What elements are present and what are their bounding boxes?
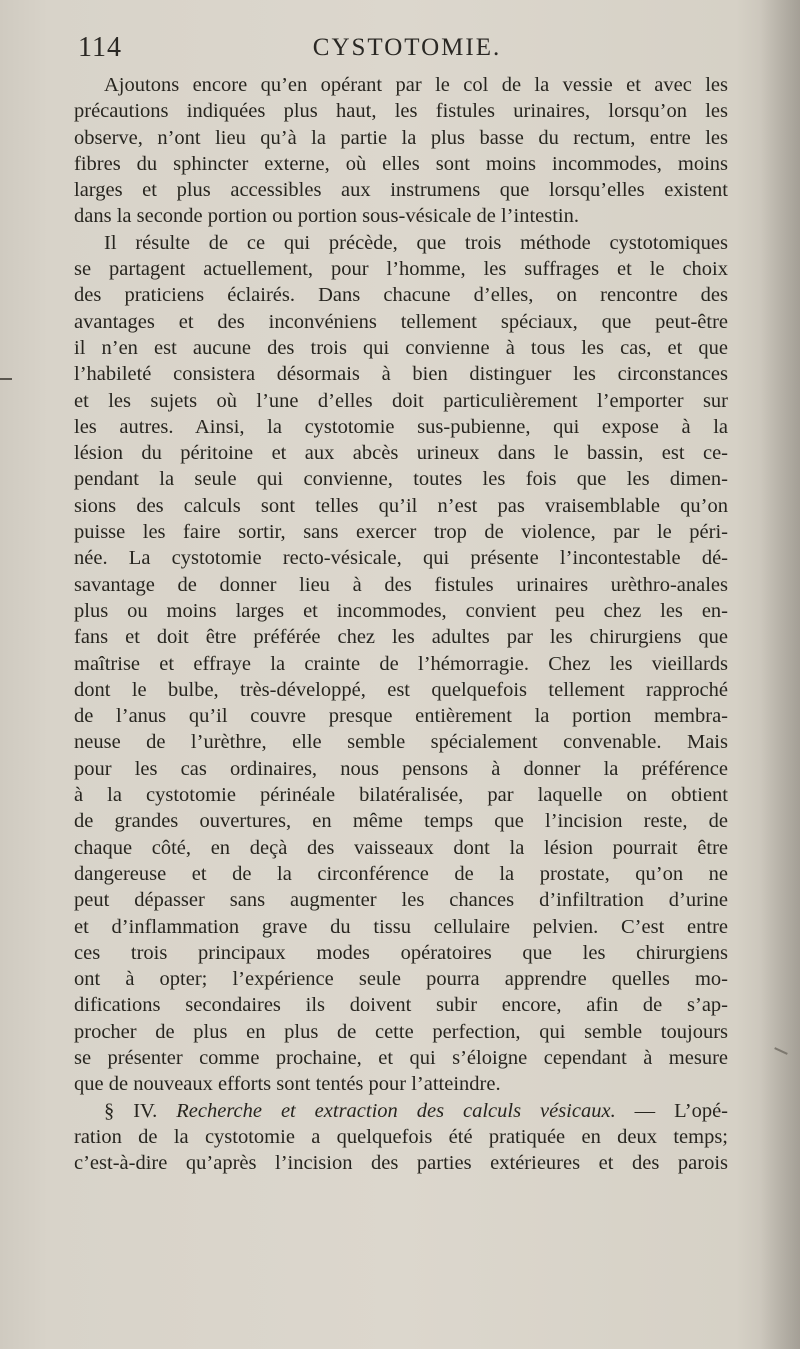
- text-line: ces trois principaux modes opératoires que les chirurgiens: [74, 941, 728, 964]
- text-line: neuse de l’urèthre, elle semble spécialement convenable. Mais: [74, 731, 728, 754]
- text-line: lésion du péritoine et aux abcès urineux dans le bassin, est ce-: [74, 442, 728, 465]
- text-line: précautions indiquées plus haut, les fistules urinaires, lorsqu’on les: [74, 100, 728, 123]
- text-line: Ajoutons encore qu’en opérant par le col de la vessie et avec les: [104, 74, 728, 96]
- text-line: plus ou moins larges et incommodes, convient peu chez les en-: [74, 599, 728, 622]
- text-line: se présenter comme prochaine, et qui s’éloigne cependant à mesure: [74, 1046, 728, 1069]
- text-line: larges et plus accessibles aux instrumens que lorsqu’elles existent: [74, 179, 728, 202]
- text-line: dans la seconde portion ou portion sous-vésicale de l’intestin.: [74, 205, 579, 228]
- text-line: il n’en est aucune des trois qui convienne à tous les cas, et que: [74, 336, 728, 359]
- text-line: savantage de donner lieu à des fistules urinaires urèthro-anales: [74, 573, 728, 596]
- text-line: puisse les faire sortir, sans exercer trop de violence, par le péri-: [74, 521, 728, 544]
- page-number: 114: [78, 32, 122, 63]
- text-line: ration de la cystotomie a quelquefois été pratiquée en deux temps;: [74, 1125, 728, 1148]
- text-line: avantages et des inconvéniens tellement spéciaux, que peut-être: [74, 310, 728, 333]
- text-line: l’habileté consistera désormais à bien distinguer les circonstances: [74, 363, 728, 386]
- text-line: née. La cystotomie recto-vésicale, qui présente l’incontestable dé-: [74, 547, 728, 570]
- text-line: fans et doit être préférée chez les adultes par les chirurgiens que: [74, 626, 728, 649]
- text-line: et d’inflammation grave du tissu cellulaire pelvien. C’est entre: [74, 915, 728, 938]
- bleed-through-text: [410, 1250, 740, 1274]
- section-number: § IV.: [104, 1099, 158, 1122]
- spine-shadow: [760, 0, 800, 1349]
- page-header: [74, 30, 740, 70]
- text-line: les autres. Ainsi, la cystotomie sus-pubienne, qui expose à la: [74, 415, 728, 438]
- text-line: et les sujets où l’une d’elles doit particulièrement l’emporter sur: [74, 389, 728, 412]
- text-line: des praticiens éclairés. Dans chacune d’elles, on rencontre des: [74, 284, 728, 307]
- text-line: pour les cas ordinaires, nous pensons à donner la préférence: [74, 757, 728, 780]
- text-line: fibres du sphincter externe, où elles sont moins incommodes, moins: [74, 152, 728, 175]
- text-line: maîtrise et effraye la crainte de l’hémorragie. Chez les vieillards: [74, 652, 728, 675]
- text-line: observe, n’ont lieu qu’à la partie la plus basse du rectum, entre les: [74, 126, 728, 149]
- text-line: peut dépasser sans augmenter les chances d’infiltration d’urine: [74, 889, 728, 912]
- text-line: c’est-à-dire qu’après l’incision des parties extérieures et des parois: [74, 1152, 728, 1175]
- text-line: dont le bulbe, très-développé, est quelquefois tellement rapproché: [74, 678, 728, 701]
- section-heading-line: [74, 1098, 728, 1124]
- text-line: se partagent actuellement, pour l’homme, les suffrages et le choix: [74, 258, 728, 281]
- text-line: que de nouveaux efforts sont tentés pour l’atteindre.: [74, 1073, 501, 1096]
- text-line: dangereuse et de la circonférence de la prostate, qu’on ne: [74, 862, 728, 885]
- text-line: difications secondaires ils doivent subir encore, afin de s’ap-: [74, 994, 728, 1017]
- section-text-start: — L’opé-: [634, 1099, 728, 1122]
- text-line: à la cystotomie périnéale bilatéralisée, par laquelle on obtient: [74, 784, 728, 807]
- text-line: pendant la seule qui convienne, toutes les fois que les dimen-: [74, 468, 728, 491]
- text-line: de l’anus qu’il couvre presque entièrement la portion membra-: [74, 705, 728, 728]
- text-line: chaque côté, en deçà des vaisseaux dont la lésion pourrait être: [74, 836, 728, 859]
- section-title: Recherche et extraction des calculs vésicaux.: [176, 1099, 616, 1122]
- text-line: de grandes ouvertures, en même temps que l’incision reste, de: [74, 810, 728, 833]
- text-line: Il résulte de ce qui précède, que trois méthode cystotomiques: [104, 231, 728, 254]
- text-line: ont à opter; l’expérience seule pourra apprendre quelles mo-: [74, 968, 728, 991]
- margin-mark: [0, 378, 12, 380]
- text-line: procher de plus en plus de cette perfection, qui semble toujours: [74, 1020, 728, 1043]
- running-head: CYSTOTOMIE.: [312, 34, 502, 61]
- text-line: sions des calculs sont telles qu’il n’est pas vraisemblable qu’on: [74, 494, 728, 517]
- body-text: [74, 72, 728, 1176]
